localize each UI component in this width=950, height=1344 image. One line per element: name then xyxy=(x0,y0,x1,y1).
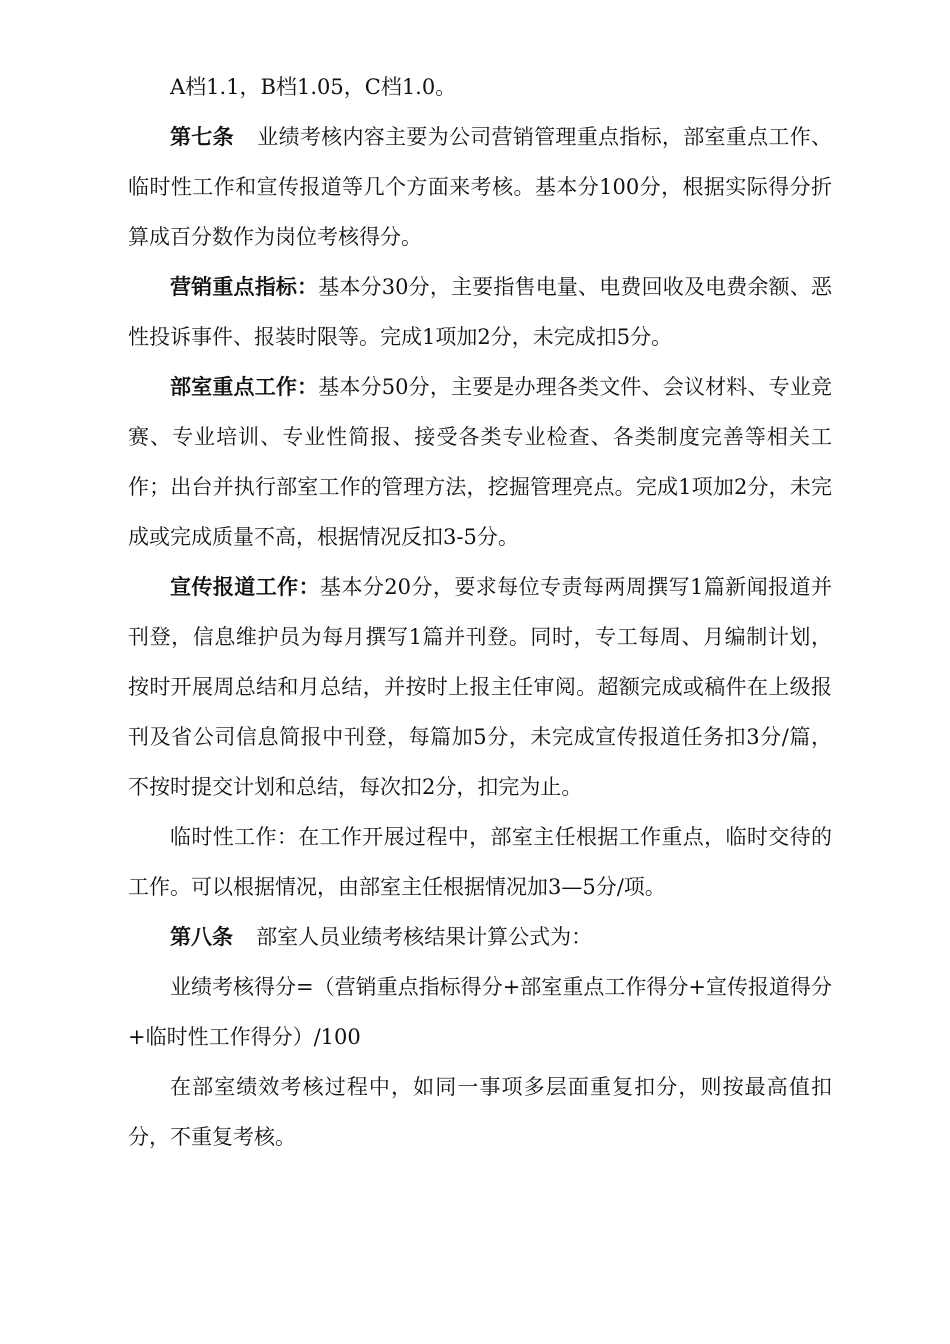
paragraph-text: 基本分30分，主要指售电量、电费回收及电费余额、恶性投诉事件、报装时限等。完成1项加2分，未完成扣5分。 xyxy=(128,275,832,349)
article-heading: 第八条 xyxy=(170,924,233,949)
paragraph-publicity-work xyxy=(128,562,832,812)
article-heading: 第七条 xyxy=(170,124,234,149)
paragraph-article-7 xyxy=(128,112,832,262)
section-heading: 宣传报道工作： xyxy=(170,574,321,599)
section-heading: 部室重点工作： xyxy=(170,374,319,399)
paragraph-article-8 xyxy=(128,912,832,962)
paragraph-text: 基本分50分，主要是办理各类文件、会议材料、专业竞赛、专业培训、专业性简报、接受各类专业检查、各类制度完善等相关工作；出台并执行部室工作的管理方法，挖掘管理亮点。完成1项加2分，未完成或完成质量不高，根据情况反扣3-5分。 xyxy=(128,375,832,549)
paragraph-temporary-work xyxy=(128,812,832,912)
paragraph-duplicate-deduction xyxy=(128,1062,832,1162)
section-heading: 营销重点指标： xyxy=(170,274,319,299)
paragraph-text: 业绩考核得分=（营销重点指标得分+部室重点工作得分+宣传报道得分+临时性工作得分）/100 xyxy=(128,975,832,1049)
paragraph-formula xyxy=(128,962,832,1062)
paragraph-text: 临时性工作：在工作开展过程中，部室主任根据工作重点，临时交待的工作。可以根据情况，由部室主任根据情况加3—5分/项。 xyxy=(128,825,832,899)
paragraph-text: 基本分20分，要求每位专责每两周撰写1篇新闻报道并刊登，信息维护员为每月撰写1篇并刊登。同时，专工每周、月编制计划，按时开展周总结和月总结，并按时上报主任审阅。超额完成或稿件在上级报刊及省公司信息简报中刊登，每篇加5分，未完成宣传报道任务扣3分/篇，不按时提交计划和总结，每次扣2分，扣完为止。 xyxy=(128,575,832,799)
paragraph-text: 部室人员业绩考核结果计算公式为： xyxy=(256,925,593,949)
paragraph-department-work xyxy=(128,362,832,562)
paragraph-grade-coefficients xyxy=(128,62,832,112)
paragraph-marketing-indicators xyxy=(128,262,832,362)
paragraph-text: 在部室绩效考核过程中，如同一事项多层面重复扣分，则按最高值扣分，不重复考核。 xyxy=(128,1075,832,1149)
paragraph-text: 业绩考核内容主要为公司营销管理重点指标，部室重点工作、临时性工作和宣传报道等几个方面来考核。基本分100分，根据实际得分折算成百分数作为岗位考核得分。 xyxy=(128,125,832,249)
paragraph-text: A档1.1，B档1.05，C档1.0。 xyxy=(170,75,457,99)
document-page xyxy=(128,62,832,1162)
